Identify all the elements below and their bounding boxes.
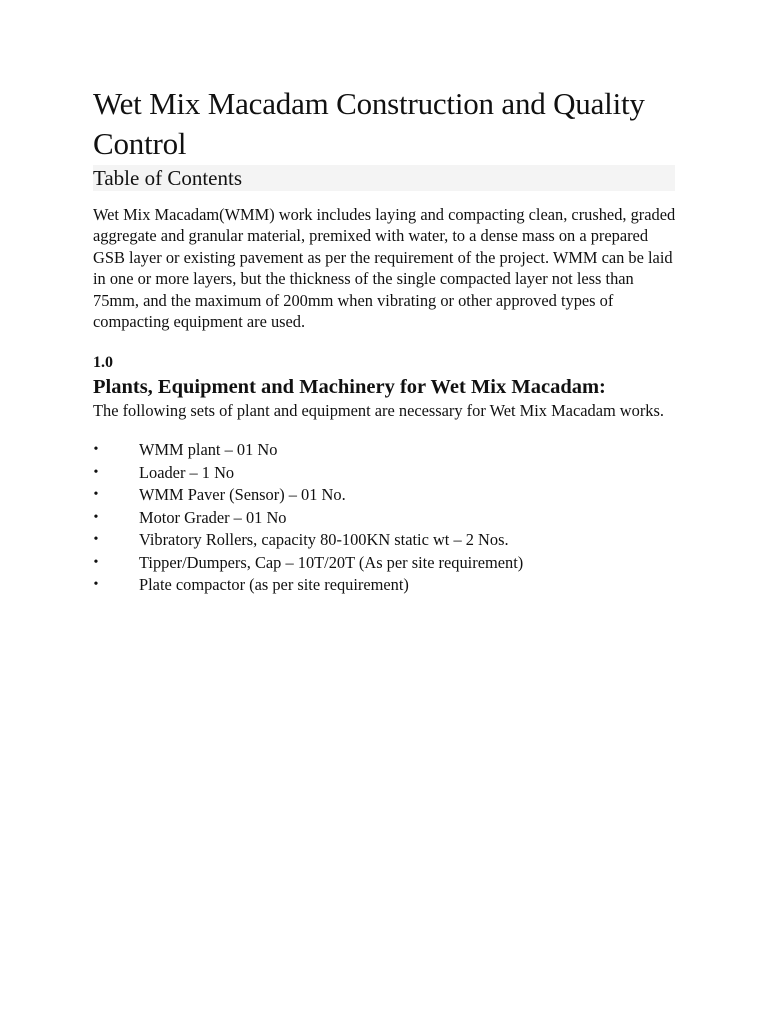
list-item-text: Tipper/Dumpers, Cap – 10T/20T (As per site requirement)	[139, 552, 524, 572]
list-item	[93, 574, 683, 597]
list-item	[93, 552, 683, 575]
bullet-icon: •	[93, 554, 99, 570]
list-item	[93, 462, 683, 485]
bullet-icon: •	[93, 577, 99, 593]
list-item-text: Plate compactor (as per site requirement)	[139, 575, 409, 595]
bullet-icon: •	[93, 487, 99, 503]
list-item-text: Loader – 1 No	[139, 462, 235, 482]
section-lead-paragraph: The following sets of plant and equipment are necessary for Wet Mix Macadam works.	[93, 401, 664, 421]
list-item-text: WMM Paver (Sensor) – 01 No.	[139, 485, 346, 505]
table-of-contents-heading[interactable]: Table of Contents	[93, 165, 675, 191]
list-item	[93, 507, 683, 530]
document-page	[93, 84, 683, 597]
list-item-text: WMM plant – 01 No	[139, 440, 278, 460]
list-item-text: Vibratory Rollers, capacity 80-100KN static wt – 2 Nos.	[139, 530, 509, 550]
document-title: Wet Mix Macadam Construction and Quality Control	[93, 86, 645, 161]
list-item	[93, 529, 683, 552]
bullet-icon: •	[93, 442, 99, 458]
equipment-list	[93, 439, 683, 597]
list-item	[93, 484, 683, 507]
intro-paragraph: Wet Mix Macadam(WMM) work includes laying and compacting clean, crushed, graded aggregate and granular material, premixed with water, to a dense mass on a prepared GSB layer or existing pavement as per the requirement of the project. WMM can be laid in one or more layers, but the thickness of the single compacted layer not less than 75mm, and the maximum of 200mm when vibrating or other approved types of compacting equipment are used.	[93, 205, 676, 332]
list-item	[93, 439, 683, 462]
bullet-icon: •	[93, 532, 99, 548]
list-item-text: Motor Grader – 01 No	[139, 507, 287, 527]
bullet-icon: •	[93, 464, 99, 480]
section-number: 1.0	[93, 354, 113, 372]
section-title: Plants, Equipment and Machinery for Wet Mix Macadam:	[93, 376, 606, 399]
bullet-icon: •	[93, 509, 99, 525]
